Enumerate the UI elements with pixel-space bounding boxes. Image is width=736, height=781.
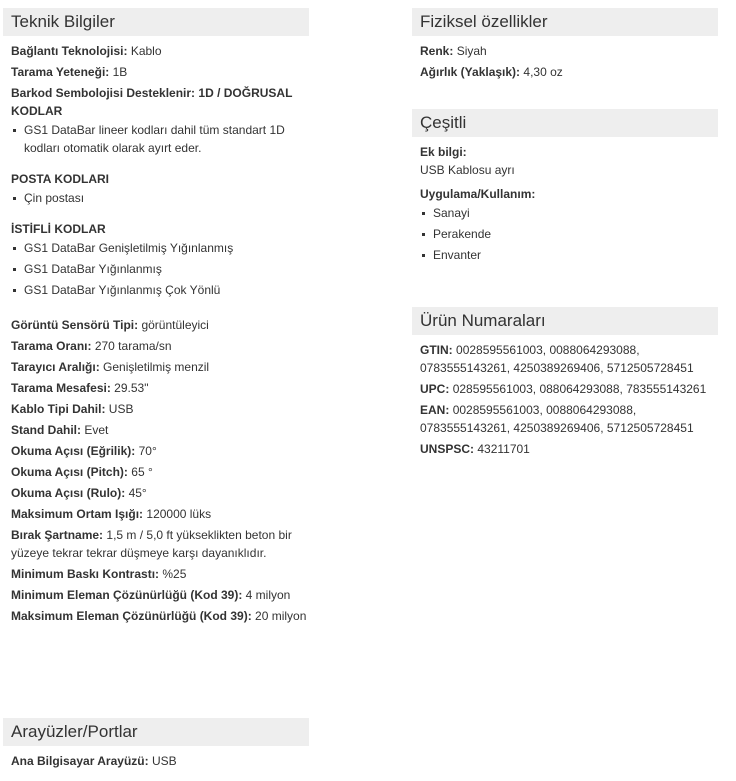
interfaces-section-title: Arayüzler/Portlar (3, 718, 309, 746)
spec-value: Evet (84, 423, 109, 437)
spec-value: Kablo (130, 44, 162, 58)
physical-section (412, 42, 718, 81)
list-item: Envanter (420, 246, 718, 264)
spec-value: 4 milyon (245, 588, 291, 602)
physical-section-title: Fiziksel özellikler (412, 8, 718, 36)
spec-label: Okuma Açısı (Pitch): (11, 465, 128, 479)
interfaces-column (3, 718, 309, 773)
spec-row (11, 463, 309, 481)
misc-column (412, 109, 718, 267)
spec-value: 43211701 (477, 442, 530, 456)
spec-row (11, 421, 309, 439)
stacked-label: İSTİFLİ KODLAR (11, 222, 106, 236)
usage-label: Uygulama/Kullanım: (420, 187, 536, 201)
spec-row-scan-capability (11, 63, 309, 81)
spec-label: Stand Dahil: (11, 423, 82, 437)
spec-label: Görüntü Sensörü Tipi: (11, 318, 139, 332)
spec-label: Bırak Şartname: (11, 528, 104, 542)
barcode-list (11, 121, 309, 157)
spec-row-color (420, 42, 718, 60)
list-item: GS1 DataBar Yığınlanmış Çok Yönlü (11, 281, 309, 299)
spec-label: Renk: (420, 44, 454, 58)
tech-section (3, 42, 309, 625)
spec-value: Siyah (456, 44, 487, 58)
left-column (3, 8, 309, 628)
spec-value: 20 milyon (255, 609, 307, 623)
spec-value: 1,5 m / 5,0 ft yükseklikten beton bir yüzeye tekrar tekrar düşmeye karşı dayanıklıdır. (11, 528, 292, 560)
physical-column (412, 8, 718, 84)
spec-label: UPC: (420, 382, 450, 396)
numbers-column (412, 307, 718, 461)
spec-row (11, 337, 309, 355)
spec-row (11, 526, 309, 562)
spec-row-connection (11, 42, 309, 60)
spec-value: 0028595561003, 0088064293088, 0783555143261, 4250389269406, 5712505728451 (420, 343, 694, 375)
spec-label: Maksimum Eleman Çözünürlüğü (Kod 39): (11, 609, 252, 623)
spec-value: 45° (128, 486, 147, 500)
spec-value: 65 ° (131, 465, 153, 479)
interfaces-section (3, 752, 309, 770)
spec-row (11, 358, 309, 376)
barcode-label: Barkod Sembolojisi Desteklenir: 1D / DOĞRUSAL KODLAR (11, 86, 293, 118)
spec-row-host-interface (11, 752, 309, 770)
list-item: GS1 DataBar Yığınlanmış (11, 260, 309, 278)
spec-label: Okuma Açısı (Rulo): (11, 486, 126, 500)
spec-row (11, 505, 309, 523)
spec-value: 120000 lüks (146, 507, 212, 521)
spec-row-weight (420, 63, 718, 81)
spec-row (11, 565, 309, 583)
stacked-list (11, 239, 309, 299)
spec-value: 1B (112, 65, 128, 79)
spec-label: EAN: (420, 403, 450, 417)
spec-value: 0028595561003, 0088064293088, 0783555143261, 4250389269406, 5712505728451 (420, 403, 694, 435)
spec-row-upc (420, 380, 718, 398)
list-item: Çin postası (11, 189, 309, 207)
spec-label: Kablo Tipi Dahil: (11, 402, 106, 416)
spec-label: UNSPSC: (420, 442, 475, 456)
spec-row (11, 379, 309, 397)
list-item: GS1 DataBar lineer kodları dahil tüm standart 1D kodları otomatik olarak ayırt eder. (11, 121, 309, 157)
spec-label: Okuma Açısı (Eğrilik): (11, 444, 136, 458)
spec-label: Bağlantı Teknolojisi: (11, 44, 128, 58)
spec-value: %25 (162, 567, 187, 581)
extra-info-value: USB Kablosu ayrı (420, 163, 515, 177)
spec-row-gtin (420, 341, 718, 377)
spec-row (11, 316, 309, 334)
spec-value: USB (151, 754, 177, 768)
numbers-section-title: Ürün Numaraları (412, 307, 718, 335)
spec-label: Tarama Oranı: (11, 339, 92, 353)
spec-row (11, 442, 309, 460)
spec-label: Tarama Yeteneği: (11, 65, 110, 79)
extra-info-label: Ek bilgi: (420, 145, 467, 159)
spec-label: Minimum Eleman Çözünürlüğü (Kod 39): (11, 588, 243, 602)
postal-list (11, 189, 309, 207)
list-item: GS1 DataBar Genişletilmiş Yığınlanmış (11, 239, 309, 257)
spec-row (11, 400, 309, 418)
spec-row (11, 607, 309, 625)
spec-label: Ağırlık (Yaklaşık): (420, 65, 521, 79)
spec-value: 4,30 oz (523, 65, 563, 79)
spec-value: USB (108, 402, 134, 416)
spec-label: Maksimum Ortam Işığı: (11, 507, 144, 521)
list-item: Perakende (420, 225, 718, 243)
list-item: Sanayi (420, 204, 718, 222)
spec-row (11, 484, 309, 502)
spec-value: görüntüleyici (141, 318, 209, 332)
spec-row-ean (420, 401, 718, 437)
spec-label: Tarama Mesafesi: (11, 381, 111, 395)
spec-value: 028595561003, 088064293088, 783555143261 (452, 382, 707, 396)
spec-value: 70° (138, 444, 157, 458)
spec-value: 270 tarama/sn (94, 339, 172, 353)
spec-row-unspsc (420, 440, 718, 458)
usage-list (420, 204, 718, 264)
postal-label: POSTA KODLARI (11, 172, 109, 186)
spec-label: Minimum Baskı Kontrastı: (11, 567, 160, 581)
spec-value: Genişletilmiş menzil (103, 360, 210, 374)
spec-row (11, 586, 309, 604)
misc-section-title: Çeşitli (412, 109, 718, 137)
numbers-section (412, 341, 718, 458)
spec-label: Tarayıcı Aralığı: (11, 360, 100, 374)
spec-label: GTIN: (420, 343, 453, 357)
misc-section (412, 143, 718, 264)
spec-value: 29.53" (114, 381, 149, 395)
spec-label: Ana Bilgisayar Arayüzü: (11, 754, 149, 768)
tech-section-title: Teknik Bilgiler (3, 8, 309, 36)
